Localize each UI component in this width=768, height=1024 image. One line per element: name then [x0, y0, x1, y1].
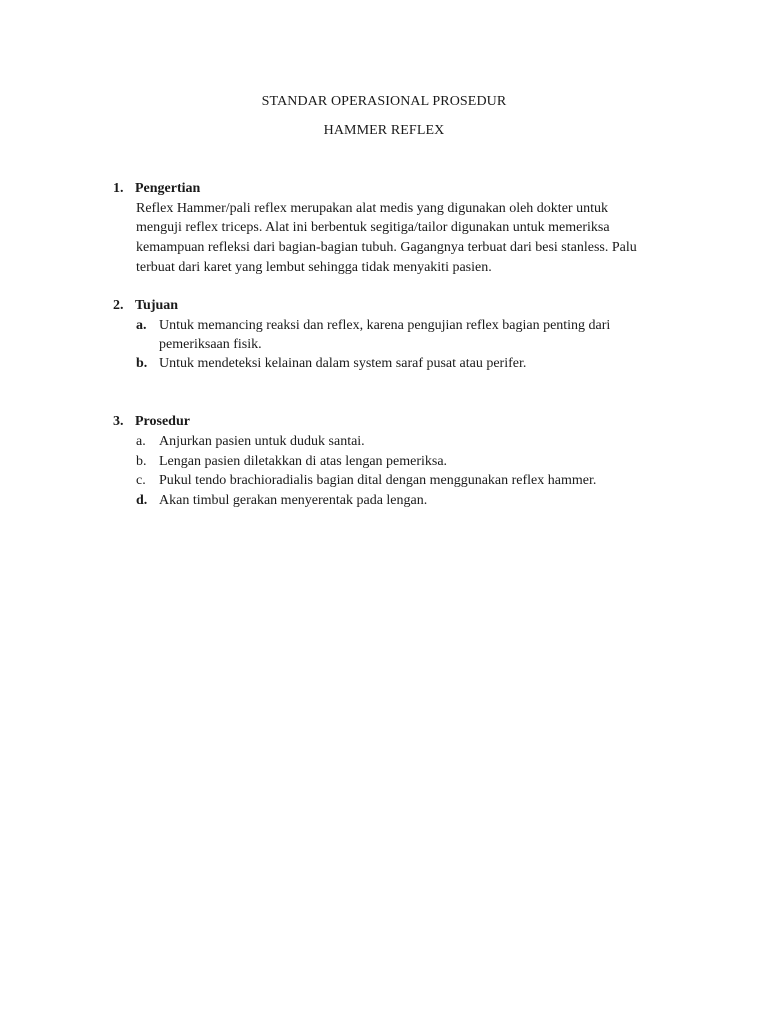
- paragraph-line: menguji reflex triceps. Alat ini berbentuk segitiga/tailor digunakan untuk memeriksa: [136, 220, 610, 235]
- paragraph-line: Reflex Hammer/pali reflex merupakan alat medis yang digunakan oleh dokter untuk: [136, 201, 608, 216]
- list-marker: a.: [136, 318, 147, 333]
- section-number: 1.: [113, 181, 124, 196]
- list-marker: c.: [136, 473, 146, 488]
- list-item-line: Pukul tendo brachioradialis bagian dital dengan menggunakan reflex hammer.: [159, 473, 597, 488]
- section-heading-prosedur: [113, 414, 190, 430]
- section-title: Prosedur: [135, 414, 190, 429]
- list-marker: b.: [136, 454, 147, 469]
- list-marker: a.: [136, 434, 146, 449]
- list-item-line: Untuk mendeteksi kelainan dalam system saraf pusat atau perifer.: [159, 356, 527, 371]
- section-heading-tujuan: [113, 298, 178, 314]
- list-item-line: pemeriksaan fisik.: [159, 337, 262, 352]
- section-heading-pengertian: [113, 181, 200, 197]
- list-item-line: Akan timbul gerakan menyerentak pada lengan.: [159, 493, 428, 508]
- list-item-line: Lengan pasien diletakkan di atas lengan pemeriksa.: [159, 454, 448, 469]
- section-title: Tujuan: [135, 298, 179, 313]
- document-title: STANDAR OPERASIONAL PROSEDUR: [261, 94, 507, 109]
- list-marker: b.: [136, 356, 148, 371]
- paragraph-line: kemampuan refleksi dari bagian-bagian tubuh. Gagangnya terbuat dari besi stanless. Palu: [136, 240, 637, 255]
- list-item-line: Untuk memancing reaksi dan reflex, karena pengujian reflex bagian penting dari: [159, 318, 611, 333]
- paragraph-line: terbuat dari karet yang lembut sehingga tidak menyakiti pasien.: [136, 260, 492, 275]
- section-number: 2.: [113, 298, 124, 313]
- list-marker: d.: [136, 493, 148, 508]
- section-title: Pengertian: [135, 181, 201, 196]
- list-item-line: Anjurkan pasien untuk duduk santai.: [159, 434, 365, 449]
- section-number: 3.: [113, 414, 124, 429]
- document-subtitle: HAMMER REFLEX: [323, 123, 445, 138]
